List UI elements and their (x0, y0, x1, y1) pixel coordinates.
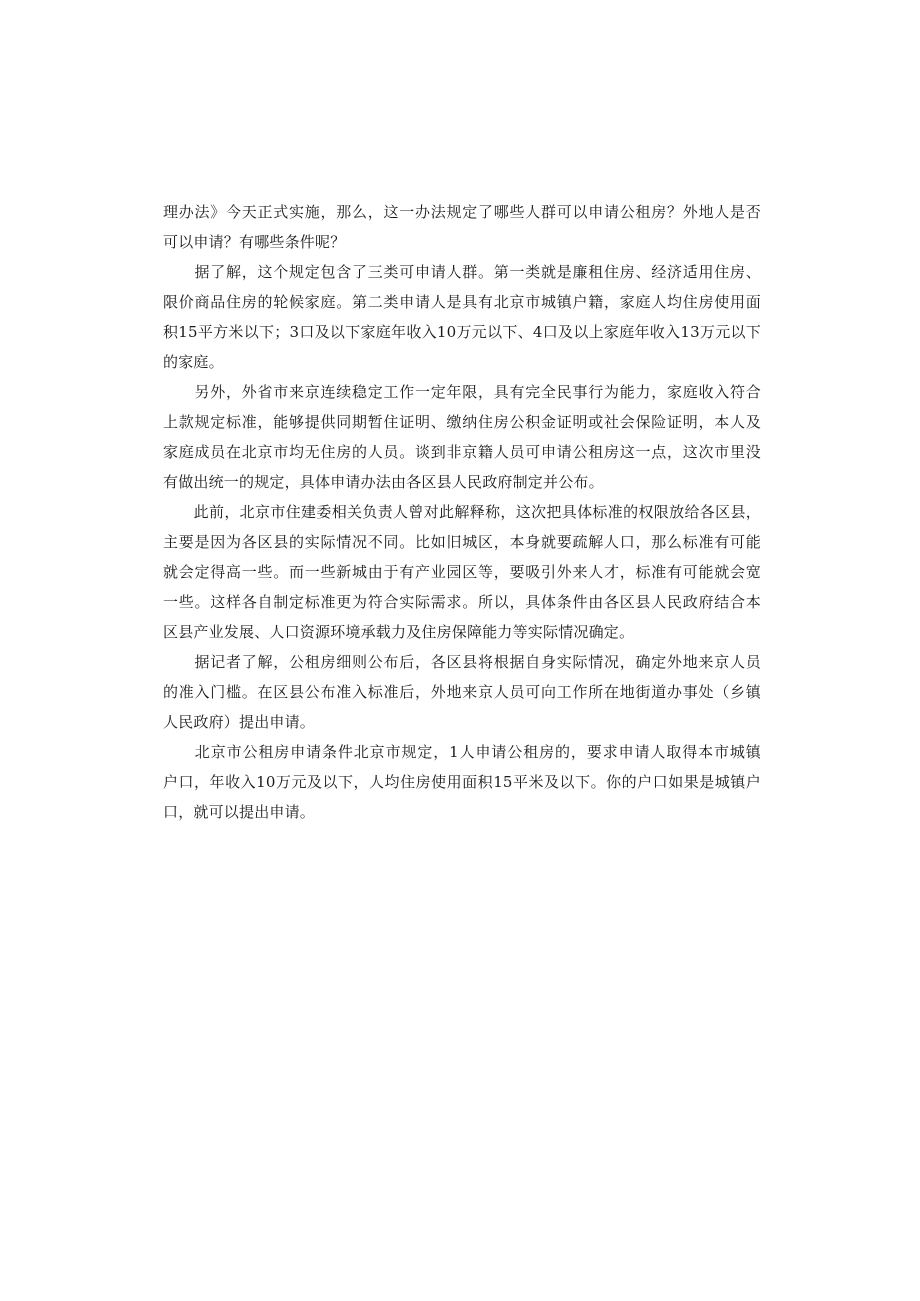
text-line: 区县产业发展、人口资源环境承载力及住房保障能力等实际情况确定。 (163, 623, 635, 641)
text-line: 据了解，这个规定包含了三类可申请人群。第一类就是廉租住房、经济适用住房、 (163, 263, 761, 281)
text-line: 北京市公租房申请条件北京市规定，1人申请公租房的，要求申请人取得本市城镇 (163, 743, 761, 761)
paragraph-3 (163, 377, 761, 497)
text-line: 限价商品住房的轮候家庭。第二类申请人是具有北京市城镇户籍，家庭人均住房使用面 (163, 293, 761, 311)
text-line: 人民政府）提出申请。 (163, 713, 316, 731)
text-line: 另外，外省市来京连续稳定工作一定年限，具有完全民事行为能力，家庭收入符合 (163, 383, 761, 401)
text-line: 主要是因为各区县的实际情况不同。比如旧城区，本身就要疏解人口，那么标准有可能 (163, 533, 761, 551)
paragraph-4 (163, 497, 761, 647)
text-line: 理办法》今天正式实施，那么，这一办法规定了哪些人群可以申请公租房？外地人是否 (163, 203, 761, 221)
text-line: 积15平方米以下；3口及以下家庭年收入10万元以下、4口及以上家庭年收入13万元以下 (163, 323, 761, 341)
text-line: 就会定得高一些。而一些新城由于有产业园区等，要吸引外来人才，标准有可能就会宽 (163, 563, 761, 581)
document-body (163, 197, 761, 827)
text-line: 的家庭。 (163, 353, 224, 371)
text-line: 据记者了解，公租房细则公布后，各区县将根据自身实际情况，确定外地来京人员 (163, 653, 761, 671)
text-line: 口，就可以提出申请。 (163, 803, 316, 821)
text-line: 的准入门槛。在区县公布准入标准后，外地来京人员可向工作所在地街道办事处（乡镇 (163, 683, 761, 701)
text-line: 家庭成员在北京市均无住房的人员。谈到非京籍人员可申请公租房这一点，这次市里没 (163, 443, 761, 461)
paragraph-5 (163, 647, 761, 737)
text-line: 一些。这样各自制定标准更为符合实际需求。所以，具体条件由各区县人民政府结合本 (163, 593, 761, 611)
text-line: 上款规定标准，能够提供同期暂住证明、缴纳住房公积金证明或社会保险证明，本人及 (163, 413, 761, 431)
paragraph-1 (163, 197, 761, 257)
text-line: 有做出统一的规定，具体申请办法由各区县人民政府制定并公布。 (163, 473, 604, 491)
text-line: 可以申请？有哪些条件呢？ (163, 233, 346, 251)
text-line: 此前，北京市住建委相关负责人曾对此解释称，这次把具体标准的权限放给各区县， (163, 503, 761, 521)
paragraph-2 (163, 257, 761, 377)
text-line: 户口，年收入10万元及以下，人均住房使用面积15平米及以下。你的户口如果是城镇户 (163, 773, 761, 791)
paragraph-6 (163, 737, 761, 827)
